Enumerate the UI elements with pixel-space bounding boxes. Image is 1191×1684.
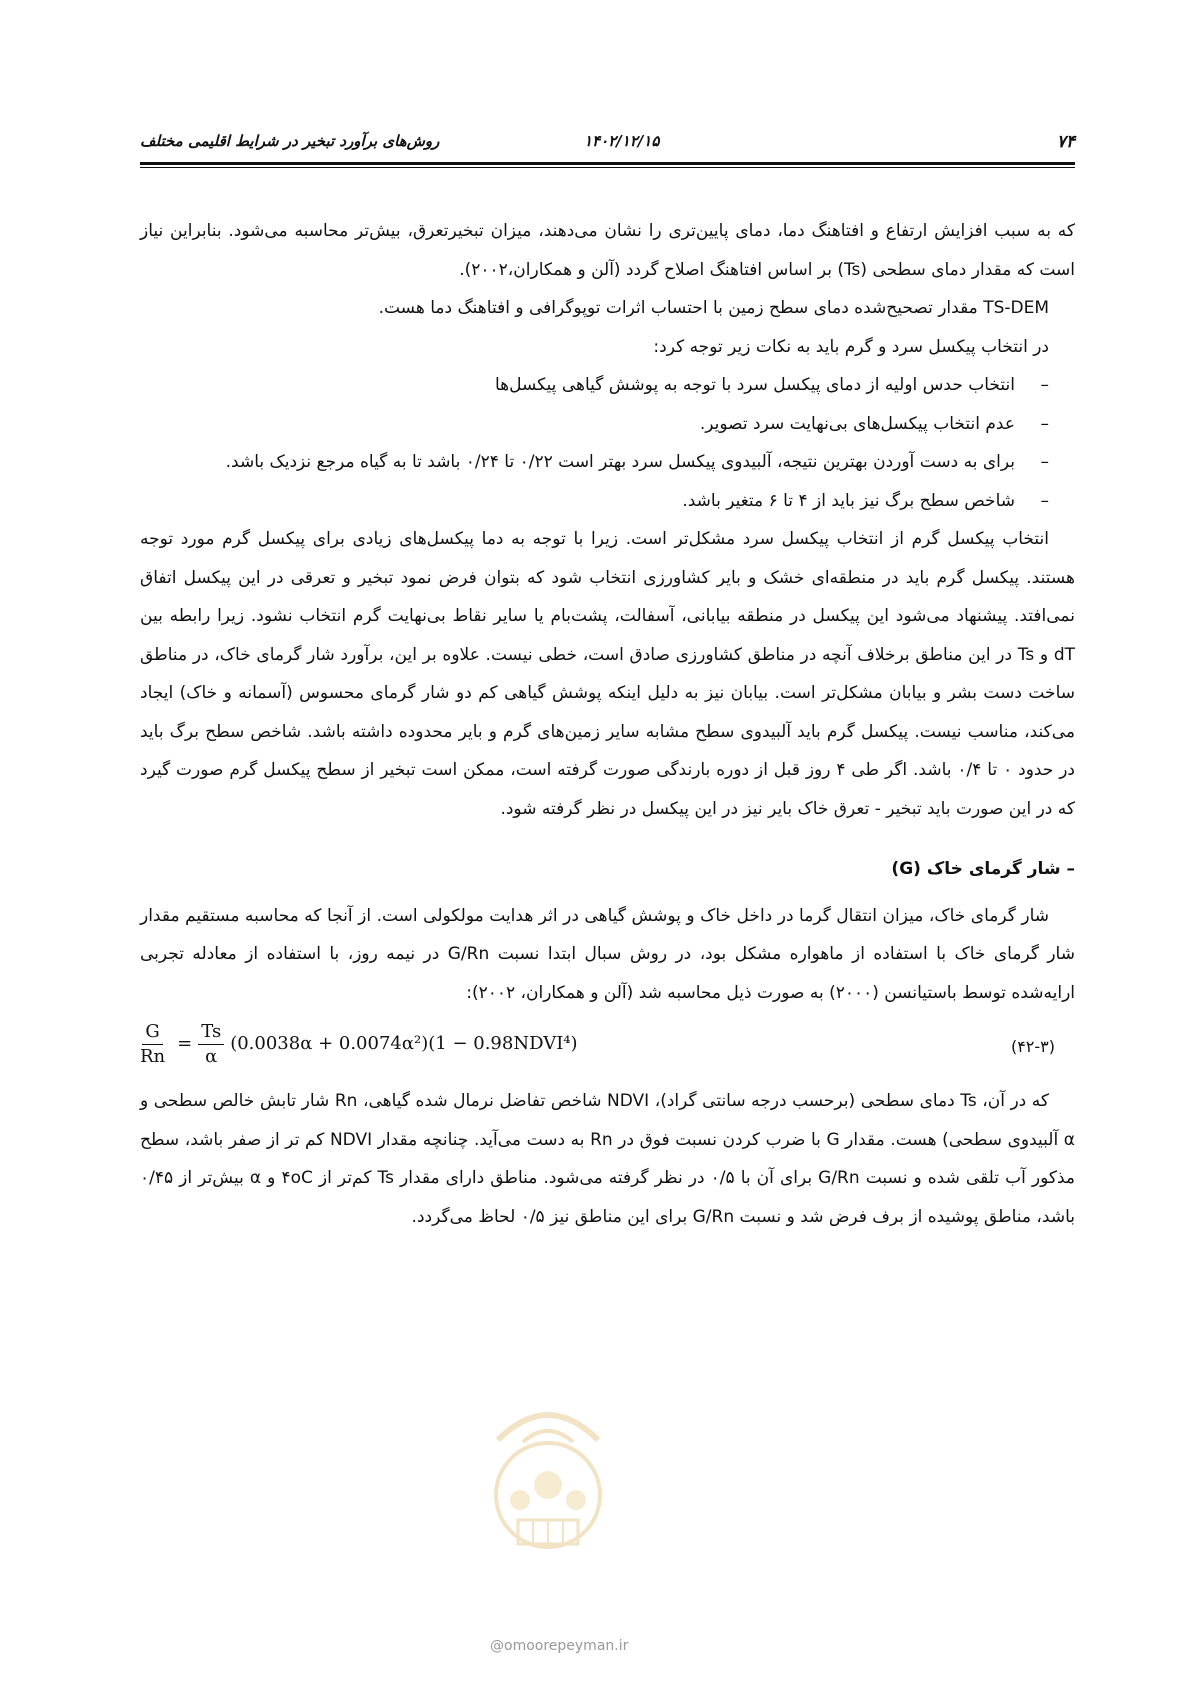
- bullet-text: برای به دست آوردن بهترین نتیجه، آلبیدوی پیکسل سرد بهتر است ۰/۲۲ تا ۰/۲۴ باشد تا به گیاه مرجع نزدیک باشد.: [225, 452, 1015, 472]
- header-rule: [140, 162, 1075, 165]
- paragraph-1: که به سبب افزایش ارتفاع و افتاهنگ دما، دمای پایین‌تری را نشان می‌دهند، میزان تبخیرتعرق، بیش‌تر محاسبه می‌شود. بنابراین نیاز است که مقدار دمای سطحی (Ts) بر اساس افتاهنگ اصلاح گردد (آلن و همکاران،۲۰۰۲).: [140, 221, 1075, 280]
- equals-sign: =: [177, 1033, 193, 1055]
- header-date: ۱۴۰۲/۱۲/۱۵: [584, 132, 660, 150]
- bullet-item: [140, 482, 1075, 521]
- equation-number: (۴۲-۳): [1010, 1037, 1055, 1056]
- equation-block: [140, 1014, 1075, 1078]
- equation-formula: [140, 1020, 578, 1069]
- fraction-denominator: α: [205, 1046, 218, 1067]
- fraction-ts-alpha: [198, 1020, 224, 1069]
- bullet-item: [140, 405, 1075, 444]
- bullet-dash: –: [1040, 375, 1049, 395]
- fraction-numerator: G: [142, 1020, 162, 1045]
- page-header: [140, 128, 1075, 158]
- page-number: ۷۴: [1056, 132, 1075, 152]
- bullet-text: شاخص سطح برگ نیز باید از ۴ تا ۶ متغیر باشد.: [682, 490, 1015, 511]
- bullet-text: عدم انتخاب پیکسل‌های بی‌نهایت سرد تصویر.: [699, 413, 1015, 434]
- header-rule-thin: [140, 167, 1075, 168]
- paragraph-2: TS-DEM مقدار تصحیح‌شده دمای سطح زمین با احتساب اثرات توپوگرافی و افتاهنگ دما هست.: [378, 298, 1049, 318]
- fraction-numerator: Ts: [198, 1020, 224, 1045]
- page-body: [140, 212, 1075, 1236]
- fraction-denominator: Rn: [140, 1046, 166, 1067]
- bullet-item: [140, 443, 1075, 482]
- paragraph-4: انتخاب پیکسل گرم از انتخاب پیکسل سرد مشکل‌تر است. زیرا با توجه به دما پیکسل‌های زیادی برای پیکسل گرم مورد توجه هستند. پیکسل گرم باید در منطقه‌ای خشک و بایر کشاورزی انتخاب شود که بتوان فرض نمود تبخیر و تعرقی در این پیکسل اتفاق نمی‌افتد. پیشنهاد می‌شود این پیکسل در منطقه بیابانی، آسفالت، پشت‌بام یا سایر نقاط بی‌نهایت گرم انتخاب نشود. زیرا رابطه بین dT و Ts در این مناطق برخلاف آنچه در مناطق کشاورزی صادق است، خطی نیست. علاوه بر این، برآورد شار گرمای خاک، در مناطق ساخت دست بشر و بیابان مشکل‌تر است. بیابان نیز به دلیل اینکه پوشش گیاهی کم دو شار گرمای محسوس (آسمانه و خاک) ایجاد می‌کند، مناسب نیست. پیکسل گرم باید آلبیدوی سطح مشابه سایر زمین‌های گرم و بایر محدوده داشته باشد. شاخص سطح برگ باید در حدود ۰ تا ۰/۴ باشد. اگر طی ۴ روز قبل از دوره بارندگی صورت گرفته است، ممکن است تبخیر از سطح پیکسل گرم صورت گیرد که در این صورت باید تبخیر - تعرق خاک بایر نیز در این پیکسل در نظر گرفته شود.: [140, 529, 1075, 819]
- watermark-logo: [478, 1380, 618, 1580]
- header-title: روش‌های برآورد تبخیر در شرایط اقلیمی مختلف: [140, 132, 440, 150]
- bullet-dash: –: [1040, 413, 1049, 434]
- paragraph-5: شار گرمای خاک، میزان انتقال گرما در داخل خاک و پوشش گیاهی در اثر هدایت مولکولی است. از آنجا که محاسبه مستقیم مقدار شار گرمای خاک با استفاده از ماهواره مشکل بود، در روش سبال ابتدا نسبت G/Rn در نیمه روز، با استفاده از معادله تجربی ارایه‌شده توسط باستیانسن (۲۰۰۰) به صورت ذیل محاسبه شد (آلن و همکاران، ۲۰۰۲):: [140, 905, 1075, 1003]
- section-heading: – شار گرمای خاک (G): [891, 859, 1075, 879]
- paragraph-3: در انتخاب پیکسل سرد و گرم باید به نکات زیر توجه کرد:: [653, 336, 1049, 357]
- equation-rhs: (0.0038α + 0.0074α²)(1 − 0.98NDVI⁴): [230, 1033, 578, 1055]
- bullet-dash: –: [1040, 452, 1049, 472]
- bullet-text: انتخاب حدس اولیه از دمای پیکسل سرد با توجه به پوشش گیاهی پیکسل‌ها: [494, 375, 1015, 395]
- bullet-item: [140, 366, 1075, 405]
- paragraph-6: که در آن، Ts دمای سطحی (برحسب درجه سانتی گراد)، NDVI شاخص تفاضل نرمال شده گیاهی، Rn شار تابش خالص سطحی و α آلبیدوی سطحی) هست. مقدار G با ضرب کردن نسبت فوق در Rn به دست می‌آید. چنانچه مقدار NDVI کم تر از صفر باشد، سطح مذکور آب تلقی شده و نسبت G/Rn برای آن با ۰/۵ در نظر گرفته می‌شود. مناطق دارای مقدار Ts کم‌تر از ۴oC و α بیش‌تر از ۰/۴۵ باشد، مناطق پوشیده از برف فرض شد و نسبت G/Rn برای این مناطق نیز ۰/۵ لحاظ می‌گردد.: [140, 1091, 1076, 1227]
- fraction-g-rn: [140, 1020, 165, 1069]
- watermark-url: @omoorepeyman.ir: [490, 1638, 629, 1654]
- bullet-dash: –: [1040, 490, 1049, 511]
